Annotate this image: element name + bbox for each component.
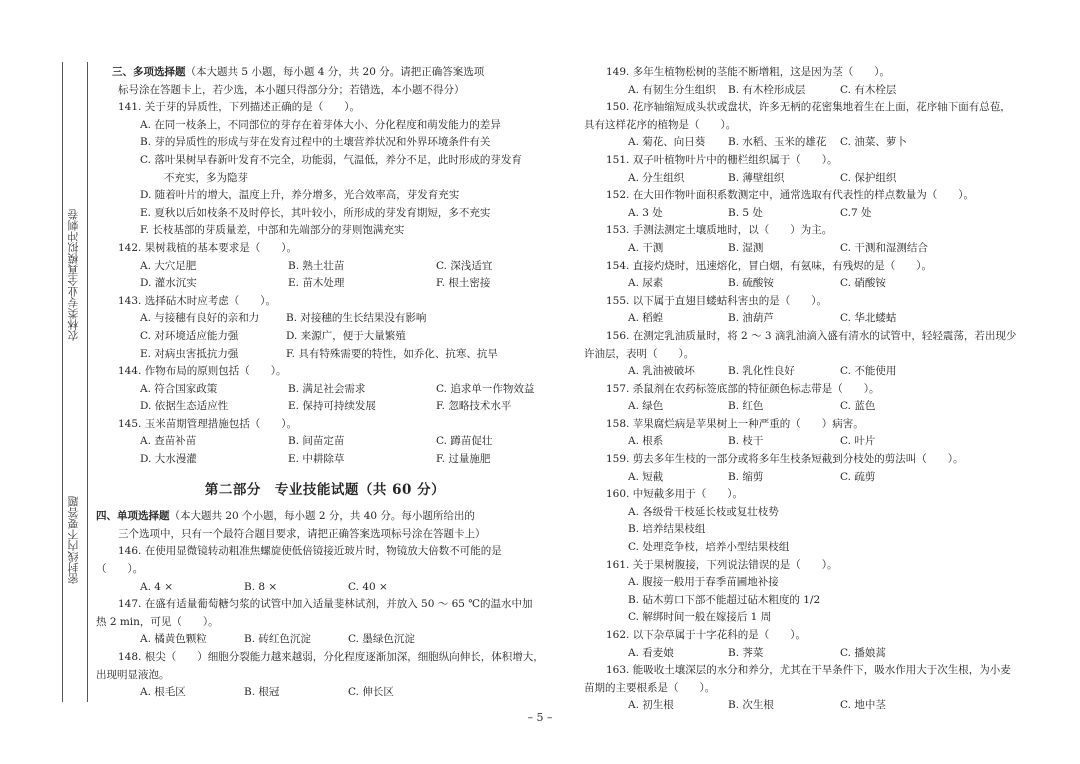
options-143-row1 xyxy=(96,310,554,328)
option-160-c: C. 处理竞争枝，培养小型结果枝组 xyxy=(628,541,790,554)
section-3-header xyxy=(96,64,554,82)
question-162: 162. 以下杂草属于十字花科的是（ ）。 xyxy=(606,629,806,641)
option-146-c: C. 40 × xyxy=(348,580,388,593)
option-158-b: B. 枝干 xyxy=(728,435,764,448)
option-141-b: B. 芽的异质性的形成与芽在发育过程中的土壤营养状况和外界环境条件有关 xyxy=(140,136,491,149)
option-147-c: C. 墨绿色沉淀 xyxy=(348,633,415,646)
options-144-row2 xyxy=(96,398,554,416)
options-157 xyxy=(584,398,1036,416)
option-145-b: B. 间苗定苗 xyxy=(288,435,345,448)
option-153-c: C. 干测和湿测结合 xyxy=(840,241,928,254)
question-163-cont: 苗期的主要根系是（ ）。 xyxy=(584,681,716,694)
option-148-a: A. 根毛区 xyxy=(140,686,186,699)
option-155-a: A. 稻蝗 xyxy=(628,312,664,325)
options-159 xyxy=(584,469,1036,487)
question-146-cont: （ ）。 xyxy=(96,563,144,576)
option-152-b: B. 5 处 xyxy=(728,206,763,219)
option-147-b: B. 砖红色沉淀 xyxy=(244,633,311,646)
options-145-row2 xyxy=(96,451,554,469)
options-142-row2 xyxy=(96,275,554,293)
option-144-e: E. 保持可持续发展 xyxy=(288,400,376,413)
option-152-a: A. 3 处 xyxy=(628,206,663,219)
options-146 xyxy=(96,579,554,597)
option-142-f: F. 根土密接 xyxy=(436,277,491,290)
question-148: 148. 根尖（ ）细胞分裂能力越来越弱，分化程度逐渐加深，细胞纵向伸长，体积增大， xyxy=(118,651,544,663)
option-141-d: D. 随着叶片的增大，温度上升，养分增多，光合效率高，芽发育充实 xyxy=(140,189,460,202)
option-145-f: F. 过量施肥 xyxy=(436,453,491,466)
option-152-c: C.7 处 xyxy=(840,206,872,219)
option-145-c: C. 蹲苗促壮 xyxy=(436,435,493,448)
option-162-a: A. 看麦娘 xyxy=(628,646,674,659)
option-150-c: C. 油菜、萝卜 xyxy=(840,136,907,149)
option-144-c: C. 追求单一作物效益 xyxy=(436,382,535,395)
option-153-b: B. 湿测 xyxy=(728,241,764,254)
options-156 xyxy=(584,363,1036,381)
question-152: 152. 在大田作物叶面积系数测定中，通常选取有代表性的样点数量为（ ）。 xyxy=(606,189,974,202)
option-144-b: B. 满足社会需求 xyxy=(288,382,366,395)
options-150 xyxy=(584,134,1036,152)
question-144: 144. 作物布局的原则包括（ ）。 xyxy=(118,365,287,378)
option-142-d: D. 灌水沉实 xyxy=(140,277,197,290)
question-143: 143. 选择砧木时应考虑（ ）。 xyxy=(118,294,276,307)
option-159-a: A. 短截 xyxy=(628,470,664,483)
option-161-b: B. 砧木剪口下部不能超过砧木粗度的 1/2 xyxy=(628,593,821,606)
question-156-cont: 许油层，表明（ ）。 xyxy=(584,347,695,360)
option-143-a: A. 与接穗有良好的亲和力 xyxy=(140,312,260,325)
question-157: 157. 杀鼠剂在农药标签底部的特征颜色标志带是（ ）。 xyxy=(606,382,880,395)
option-141-a: A. 在同一枝条上，不同部位的芽存在着芽体大小、分化程度和萌发能力的差异 xyxy=(140,118,501,131)
section-3-title: 三、多项选择题 xyxy=(112,66,186,78)
option-156-b: B. 乳化性良好 xyxy=(728,365,795,378)
option-142-b: B. 熟土壮苗 xyxy=(288,259,345,272)
options-152 xyxy=(584,205,1036,223)
option-151-c: C. 保护组织 xyxy=(840,171,897,184)
left-column xyxy=(96,64,554,702)
option-154-c: C. 硝酸铵 xyxy=(840,277,886,290)
option-160-b: B. 培养结果枝组 xyxy=(628,523,706,536)
question-149: 149. 多年生植物松树的茎能不断增粗，这是因为茎（ ）。 xyxy=(606,66,890,78)
option-161-c: C. 解绑时间一般在嫁接后 1 周 xyxy=(628,611,772,624)
options-143-row3 xyxy=(96,346,554,364)
question-158: 158. 苹果腐烂病是苹果树上一种严重的（ ）病害。 xyxy=(606,417,864,430)
option-146-a: A. 4 × xyxy=(140,580,174,593)
question-146: 146. 在使用显微镜转动粗准焦螺旋使低倍镜接近玻片时，物镜放大倍数不可能的是 xyxy=(118,545,502,558)
question-159: 159. 剪去多年生枝的一部分或将多年生枝条短截到分枝处的剪法叫（ ）。 xyxy=(606,453,964,466)
option-148-c: C. 伸长区 xyxy=(348,686,394,699)
right-column xyxy=(584,64,1036,715)
option-154-b: B. 硫酸铵 xyxy=(728,277,774,290)
options-144-row1 xyxy=(96,381,554,399)
options-149 xyxy=(584,82,1036,100)
option-143-d: D. 来源广，便于大量繁殖 xyxy=(286,329,406,342)
option-143-e: E. 对病虫害抵抗力强 xyxy=(140,347,239,360)
question-153: 153. 手测法测定土壤质地时，以（ ）为主。 xyxy=(606,224,833,237)
question-150: 150. 花序轴缩短成头状或盘状，许多无柄的花密集地着生在上面，花序轴下面有总苞， xyxy=(606,101,1011,114)
options-143-row2 xyxy=(96,328,554,346)
option-161-a: A. 腹接一般用于春季苗圃地补接 xyxy=(628,576,779,589)
option-141-c: C. 落叶果树早春新叶发育不完全，功能弱，气温低，养分不足，此时形成的芽发育 xyxy=(140,153,522,166)
option-149-b: B. 有木栓形成层 xyxy=(728,83,806,96)
option-150-b: B. 水稻、玉米的雄花 xyxy=(728,136,827,149)
option-147-a: A. 橘黄色颗粒 xyxy=(140,633,207,646)
question-156: 156. 在测定乳油质量时，将 2 ～ 3 滴乳油滴入盛有清水的试管中，轻轻震荡，若出现少 xyxy=(606,329,1017,342)
option-144-f: F. 忽略技术水平 xyxy=(436,400,512,413)
option-155-b: B. 油葫芦 xyxy=(728,312,774,325)
option-159-b: B. 缩剪 xyxy=(728,470,764,483)
option-146-b: B. 8 × xyxy=(244,580,278,593)
option-143-b: B. 对接穗的生长结果没有影响 xyxy=(286,312,427,325)
binding-strip-warning: 密封线内不要答题 xyxy=(67,496,80,584)
option-145-a: A. 查苗补苗 xyxy=(140,435,197,448)
option-163-b: B. 次生根 xyxy=(728,699,774,712)
option-141-f: F. 长枝基部的芽质量差，中部和先端部分的芽则饱满充实 xyxy=(140,224,405,237)
option-145-d: D. 大水漫灌 xyxy=(140,453,197,466)
option-157-b: B. 红色 xyxy=(728,400,764,413)
question-160: 160. 中短截多用于（ ）。 xyxy=(606,488,743,501)
question-154: 154. 直接灼烧时，迅速熔化，冒白烟，有氨味，有残烬的是（ ）。 xyxy=(606,259,932,272)
option-154-a: A. 尿素 xyxy=(628,277,664,290)
question-147: 147. 在盛有适量葡萄糖匀浆的试管中加入适量斐林试剂，并放入 50 ～ 65 ℃的温水中加 xyxy=(118,598,533,611)
option-143-f: F. 具有特殊需要的特性，如乔化、抗寒、抗旱 xyxy=(286,347,498,360)
options-148 xyxy=(96,684,554,702)
options-153 xyxy=(584,240,1036,258)
option-142-e: E. 苗木处理 xyxy=(288,277,345,290)
option-156-c: C. 不能使用 xyxy=(840,365,897,378)
option-143-c: C. 对环境适应能力强 xyxy=(140,329,239,342)
question-148-cont: 出现明显液泡。 xyxy=(96,668,170,681)
options-142-row1 xyxy=(96,258,554,276)
option-151-b: B. 薄壁组织 xyxy=(728,171,785,184)
option-150-a: A. 菊花、向日葵 xyxy=(628,136,706,149)
option-142-a: A. 大穴足肥 xyxy=(140,259,197,272)
options-155 xyxy=(584,310,1036,328)
option-163-a: A. 初生根 xyxy=(628,699,674,712)
option-142-c: C. 深浅适宜 xyxy=(436,259,493,272)
option-145-e: E. 中耕除草 xyxy=(288,453,345,466)
options-151 xyxy=(584,170,1036,188)
question-161: 161. 关于果树腹接，下列说法错误的是（ ）。 xyxy=(606,558,838,571)
option-158-c: C. 叶片 xyxy=(840,435,876,448)
question-142: 142. 果树栽植的基本要求是（ ）。 xyxy=(118,241,297,254)
option-151-a: A. 分生组织 xyxy=(628,171,685,184)
section-3-note-2: 标号涂在答题卡上，若少选，本小题只得部分分；若错选，本小题不得分） xyxy=(118,83,465,96)
question-163: 163. 能吸收土壤深层的水分和养分，尤其在干旱条件下，吸水作用大于次生根，为小麦 xyxy=(606,664,1011,677)
page-number: – 5 – xyxy=(527,711,553,724)
option-157-c: C. 蓝色 xyxy=(840,400,876,413)
option-158-a: A. 根系 xyxy=(628,435,664,448)
section-4-note: （本大题共 20 个小题，每小题 2 分，共 40 分。每小题所给出的 xyxy=(169,510,475,523)
option-155-c: C. 华北蝼蛄 xyxy=(840,312,897,325)
option-148-b: B. 根冠 xyxy=(244,686,280,699)
option-156-a: A. 乳油被破坏 xyxy=(628,365,695,378)
option-159-c: C. 疏剪 xyxy=(840,470,876,483)
option-162-c: C. 播娘蒿 xyxy=(840,646,886,659)
option-141-c-cont: 不充实，多为隐芽 xyxy=(164,171,248,184)
options-158 xyxy=(584,433,1036,451)
section-4-title: 四、单项选择题 xyxy=(96,510,170,523)
option-149-c: C. 有木栓层 xyxy=(840,83,897,96)
options-145-row1 xyxy=(96,433,554,451)
question-141: 141. 关于芽的异质性，下列描述正确的是（ ）。 xyxy=(118,101,360,114)
part-2-title: 第二部分 专业技能试题（共 60 分） xyxy=(204,481,446,498)
question-150-cont: 具有这样花序的植物是（ ）。 xyxy=(584,118,737,131)
section-4-header xyxy=(96,508,554,526)
question-147-cont: 热 2 min，可见（ ）。 xyxy=(96,615,219,628)
option-163-c: C. 地中茎 xyxy=(840,699,886,712)
option-157-a: A. 绿色 xyxy=(628,400,664,413)
options-162 xyxy=(584,645,1036,663)
option-149-a: A. 有韧生分生组织 xyxy=(628,83,716,96)
binding-strip-title: 农林类专业全真模拟冲刺卷 xyxy=(67,209,80,341)
question-151: 151. 双子叶植物叶片中的栅栏组织属于（ ）。 xyxy=(606,153,838,166)
option-153-a: A. 干测 xyxy=(628,241,664,254)
section-4-note-2: 三个选项中，只有一个最符合题目要求，请把正确答案选项标号涂在答题卡上） xyxy=(118,527,486,540)
question-145: 145. 玉米苗期管理措施包括（ ）。 xyxy=(118,417,297,430)
option-144-d: D. 依据生态适应性 xyxy=(140,400,229,413)
option-141-e: E. 夏秋以后如枝条不及时停长，其叶较小，所形成的芽发育期短，多不充实 xyxy=(140,206,491,219)
options-154 xyxy=(584,275,1036,293)
option-162-b: B. 荠菜 xyxy=(728,646,764,659)
section-3-note: （本大题共 5 小题，每小题 4 分，共 20 分。请把正确答案选项 xyxy=(185,66,485,78)
option-144-a: A. 符合国家政策 xyxy=(140,382,218,395)
options-147 xyxy=(96,631,554,649)
question-155: 155. 以下属于直翅目蝼蛄科害虫的是（ ）。 xyxy=(606,294,827,307)
option-160-a: A. 各级骨干枝延长枝或复壮枝势 xyxy=(628,505,779,518)
